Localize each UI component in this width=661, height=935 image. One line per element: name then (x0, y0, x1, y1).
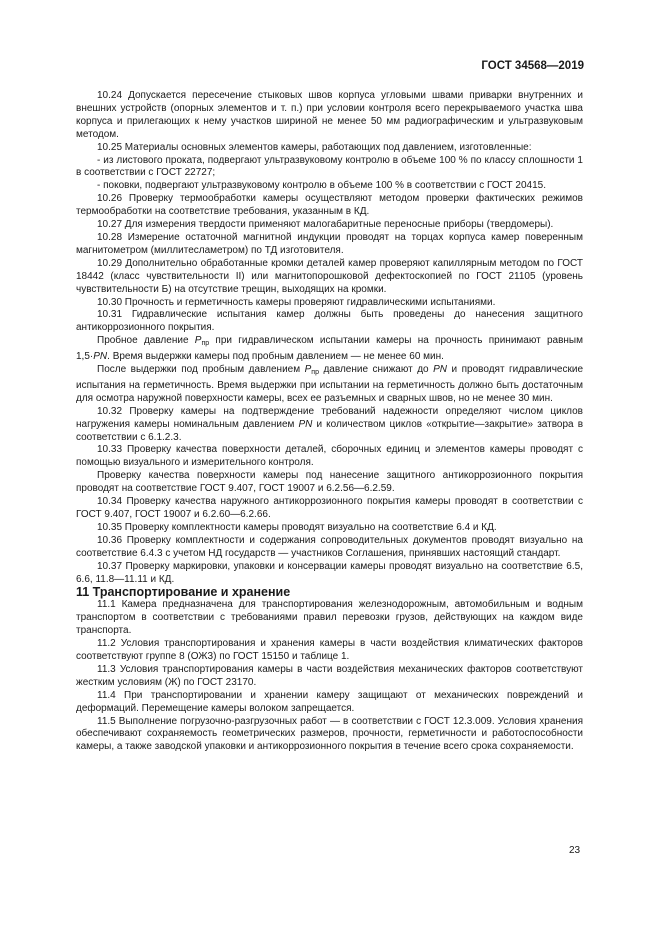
paragraph: 11.5 Выполнение погрузочно-разгрузочных работ — в соответствии с ГОСТ 12.3.009. Условия хранения обеспечивают сохраняемость геометрических размеров, прочности, герметичности и работоспособности камеры, а также заводской упаковки и антикоррозионного покрытия в течение всего срока сохраняемости. (76, 715, 583, 753)
paragraph: 11.4 При транспортировании и хранении камеру защищают от механических повреждений и деформаций. Перемещение камеры волоком запрещается. (76, 689, 583, 714)
tightness-test-paragraph (76, 364, 583, 406)
test-pressure-paragraph (76, 335, 583, 364)
paragraph: 10.33 Проверку качества поверхности деталей, сборочных единиц и элементов камеры проводят с помощью визуального и измерительного контроля. (76, 444, 583, 469)
standard-designation: ГОСТ 34568—2019 (481, 60, 584, 72)
paragraph: 11.2 Условия транспортирования и хранения камеры в части воздействия климатических факторов соответствуют группе 8 (ОЖ3) по ГОСТ 15150 и таблице 1. (76, 638, 583, 662)
list-item: - поковки, подвергают ультразвуковому контролю в объеме 100 % в соответствии с ГОСТ 20415. (97, 180, 546, 192)
nominal-pressure-symbol: PN (433, 364, 448, 376)
page-number: 23 (569, 845, 581, 856)
paragraph: 10.25 Материалы основных элементов камеры, работающих под давлением, изготовленные: (97, 141, 532, 153)
paragraph: 10.26 Проверку термообработки камеры осуществляют методом проверки фактических режимов термообработки на соответствие требования, указанным в КД. (76, 193, 583, 218)
paragraph: 10.24 Допускается пересечение стыковых швов корпуса угловыми швами приварки внутренних и внешних устройств (опорных элементов и т. п.) при условии контроля всего перекрываемого участка шва корпуса и прилегающих к нему участков шириной не менее 50 мм радиографическим и ультразвуковым методом. (76, 90, 583, 140)
section-heading: 11 Транспортирование и хранение (76, 585, 291, 600)
text-run: и количеством циклов «открытие—закрытие» затвора в соответствии с 6.1.2.3. (76, 418, 584, 443)
pressure-symbol: P (194, 335, 202, 347)
pressure-subscript: пр (311, 369, 319, 377)
pressure-subscript: пр (201, 340, 210, 348)
paragraph: 10.27 Для измерения твердости применяют малогабаритные переносные приборы (твердомеры). (97, 219, 554, 231)
paragraph: 10.35 Проверку комплектности камеры проводят визуально на соответствие 6.4 и КД. (97, 521, 497, 533)
pressure-symbol: P (304, 364, 312, 376)
document-body (76, 90, 583, 754)
text-run: После выдержки под пробным давлением (97, 364, 305, 376)
paragraph: 10.28 Измерение остаточной магнитной индукции проводят на торцах корпуса камер поверенным магнитометром (миллитесламетром) по ТД изготовителя. (76, 231, 583, 256)
text-run: при гидравлическом испытании камеры на прочность принимают равным 1,5· (76, 335, 583, 363)
paragraph: 10.29 Дополнительно обработанные кромки деталей камер проверяют капиллярным методом по ГОСТ 18442 (класс чувствительности II) или магнитопорошковой дефектоскопией по ГОСТ 21105 (уровень чувствительности Б) на отсутствие трещин, выходящих на кромки. (76, 257, 583, 295)
paragraph: 10.37 Проверку маркировки, упаковки и консервации камеры проводят визуально на соответствие 6.5, 6.6, 11.8—11.11 и КД. (76, 560, 583, 585)
nominal-pressure-symbol: PN (298, 418, 313, 430)
text-run: Пробное давление (97, 335, 195, 347)
list-item: - из листового проката, подвергают ультразвуковому контролю в объеме 100 % по классу сплошности 1 в соответствии с ГОСТ 22727; (76, 154, 583, 179)
paragraph: 11.1 Камера предназначена для транспортирования железнодорожным, автомобильным и водным транспортом в соответствии с требованиями правил перевозки грузов, действующих на каждом виде транспорта. (76, 599, 583, 637)
text-run: 10.32 Проверку камеры на подтверждение требований надежности определяют числом циклов нагружения камеры номинальным давлением (76, 405, 583, 430)
nominal-pressure-symbol: PN (93, 351, 108, 363)
text-run: . Время выдержки камеры под пробным давлением — не менее 60 мин. (107, 351, 444, 363)
paragraph: 10.34 Проверку качества наружного антикоррозионного покрытия камеры проводят в соответствии с ГОСТ 9.407, ГОСТ 19007 и 6.2.60—6.2.66. (76, 496, 583, 520)
paragraph: 11.3 Условия транспортирования камеры в части воздействия механических факторов соответствуют жестким условиям (Ж) по ГОСТ 23170. (76, 663, 583, 688)
text-run: и проводят гидравлические испытания на герметичность. Время выдержки при испытании на герметичность должно быть достаточным для осмотра наружной поверхности камеры, всех ее разъемных и сварных швов, но не менее 30 мин. (76, 364, 584, 404)
paragraph: 10.31 Гидравлические испытания камер должны быть проведены до нанесения защитного антикоррозионного покрытия. (76, 309, 583, 334)
text-run: давление снижают до (318, 364, 434, 376)
paragraph: Проверку качества поверхности камеры под нанесение защитного антикоррозионного покрытия проводят на соответствие ГОСТ 9.407, ГОСТ 19007 и 6.2.56—6.2.59. (76, 470, 583, 495)
paragraph: 10.30 Прочность и герметичность камеры проверяют гидравлическими испытаниями. (97, 296, 496, 308)
reliability-paragraph (76, 406, 583, 445)
paragraph: 10.36 Проверку комплектности и содержания сопроводительных документов проводят визуально на соответствие 6.4.3 с учетом НД государств — участников Соглашения, принявших настоящий стандарт. (76, 534, 583, 559)
